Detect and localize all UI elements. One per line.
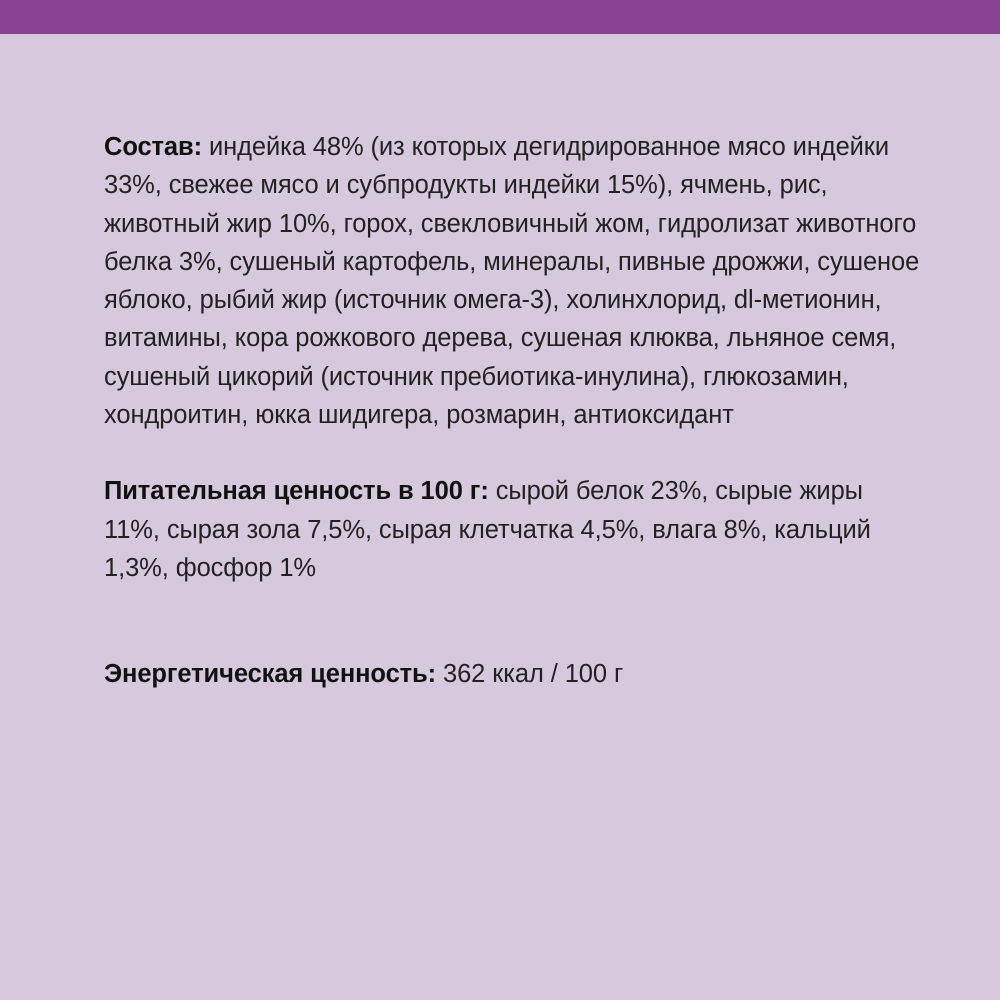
nutrition-text: сырой белок 23%, сырые жиры 11%, сырая зола 7,5%, сырая клетчатка 4,5%, влага 8%, кальций 1,3%, фосфор 1% (104, 477, 871, 582)
nutrition-label: Питательная ценность в 100 г: (104, 477, 489, 506)
energy-paragraph (104, 655, 924, 693)
energy-label: Энергетическая ценность: (104, 660, 437, 689)
energy-text: 362 ккал / 100 г (436, 660, 624, 689)
top-color-bar (0, 0, 1000, 34)
composition-paragraph (104, 128, 924, 434)
composition-label: Состав: (104, 133, 202, 161)
nutrition-paragraph (104, 472, 924, 587)
product-info (104, 128, 924, 694)
composition-text: индейка 48% (из которых дегидрированное мясо индейки 33%, свежее мясо и субпродукты индейки 15%), ячмень, рис, животный жир 10%, горох, свекловичный жом, гидролизат животного белка 3%, сушеный картофель, минералы, пивные дрожжи, сушеное яблоко, рыбий жир (источник омега-3), холинхлорид, dl-метионин, витамины, кора рожкового дерева, сушеная клюква, льняное семя, сушеный цикорий (источник пребиотика-инулина), глюкозамин, хондроитин, юкка шидигера, розмарин, антиоксидант (104, 133, 920, 430)
